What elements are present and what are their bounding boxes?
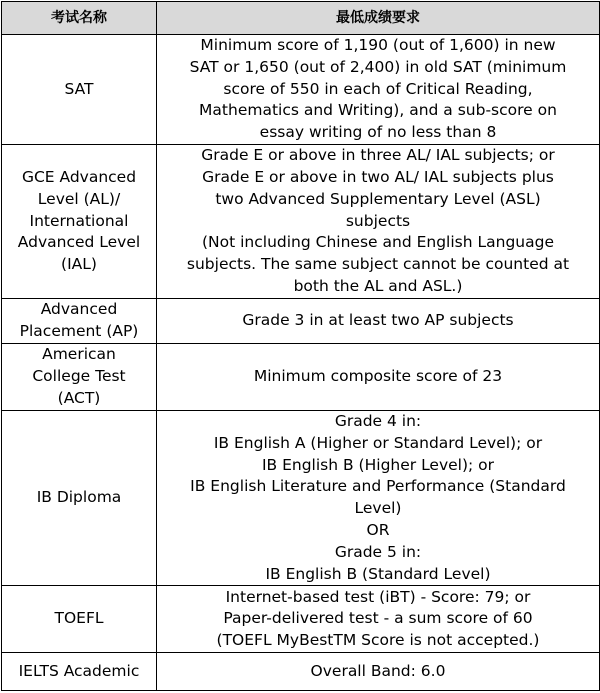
exam-name-line: Advanced (40, 300, 118, 319)
requirement-cell (157, 586, 600, 653)
requirement-cell (157, 35, 600, 145)
table-row (2, 343, 600, 410)
requirement-line: (TOEFL MyBestTM Score is not accepted.) (216, 631, 540, 650)
table-row (2, 586, 600, 653)
requirement-line: Grade 5 in: (334, 542, 422, 561)
exam-name-cell (2, 653, 157, 691)
header-min-requirement: 最低成绩要求 (157, 2, 600, 35)
requirements-table (1, 1, 600, 691)
requirement-line: IB English B (Standard Level) (265, 564, 491, 583)
requirement-line: essay writing of no less than 8 (259, 123, 497, 142)
requirement-line: Grade E or above in two AL/ IAL subjects plus (202, 167, 554, 186)
requirement-line: both the AL and ASL.) (293, 276, 463, 295)
requirement-cell (157, 343, 600, 410)
requirement-line: subjects (345, 211, 411, 230)
exam-name-line: SAT (64, 79, 94, 98)
requirement-line: Grade 4 in: (334, 411, 422, 430)
exam-name-cell (2, 586, 157, 653)
requirement-cell (157, 144, 600, 298)
exam-name-line: (ACT) (57, 388, 101, 407)
exam-name-line: IB Diploma (36, 488, 122, 507)
requirement-line: IB English A (Higher or Standard Level); or (213, 433, 543, 452)
requirement-cell (157, 653, 600, 691)
requirement-cell (157, 298, 600, 343)
requirement-line: Minimum composite score of 23 (253, 367, 503, 386)
requirement-line: (Not including Chinese and English Language (202, 233, 554, 252)
requirement-line: Mathematics and Writing), and a sub-score on (199, 101, 557, 120)
header-row (2, 2, 600, 35)
requirement-line: Grade 3 in at least two AP subjects (242, 311, 514, 330)
requirement-line: IB English B (Higher Level); or (261, 455, 495, 474)
exam-name-cell (2, 144, 157, 298)
table-row (2, 35, 600, 145)
table-row (2, 298, 600, 343)
requirement-line: subjects. The same subject cannot be counted at (186, 255, 570, 274)
exam-name-cell (2, 410, 157, 585)
requirement-line: Grade E or above in three AL/ IAL subjects; or (201, 146, 555, 165)
header-exam-name: 考试名称 (2, 2, 157, 35)
exam-name-line: GCE Advanced (21, 167, 137, 186)
table-row (2, 410, 600, 585)
exam-name-line: (IAL) (61, 255, 97, 274)
requirement-line: SAT or 1,650 (out of 2,400) in old SAT (minimum (189, 57, 567, 76)
requirement-line: OR (366, 520, 390, 539)
exam-name-cell (2, 343, 157, 410)
requirement-line: Level) (354, 499, 402, 518)
requirement-line: Internet-based test (iBT) - Score: 79; or (225, 587, 531, 606)
requirement-line: IB English Literature and Performance (Standard (190, 477, 566, 496)
table-row (2, 144, 600, 298)
exam-name-line: Placement (AP) (19, 321, 139, 340)
exam-name-line: Advanced Level (17, 233, 141, 252)
exam-name-cell (2, 298, 157, 343)
requirement-cell (157, 410, 600, 585)
exam-name-cell (2, 35, 157, 145)
exam-name-line: International (29, 211, 129, 230)
exam-name-line: American (42, 345, 116, 364)
exam-name-line: TOEFL (54, 609, 104, 628)
table-row (2, 653, 600, 691)
requirement-line: score of 550 in each of Critical Reading, (223, 79, 533, 98)
requirement-line: two Advanced Supplementary Level (ASL) (215, 189, 541, 208)
exam-name-line: Level (AL)/ (37, 189, 121, 208)
exam-name-line: IELTS Academic (18, 661, 140, 680)
requirement-line: Paper-delivered test - a sum score of 60 (223, 609, 533, 628)
requirement-line: Overall Band: 6.0 (310, 661, 446, 680)
exam-name-line: College Test (32, 367, 126, 386)
requirement-line: Minimum score of 1,190 (out of 1,600) in new (200, 36, 556, 54)
